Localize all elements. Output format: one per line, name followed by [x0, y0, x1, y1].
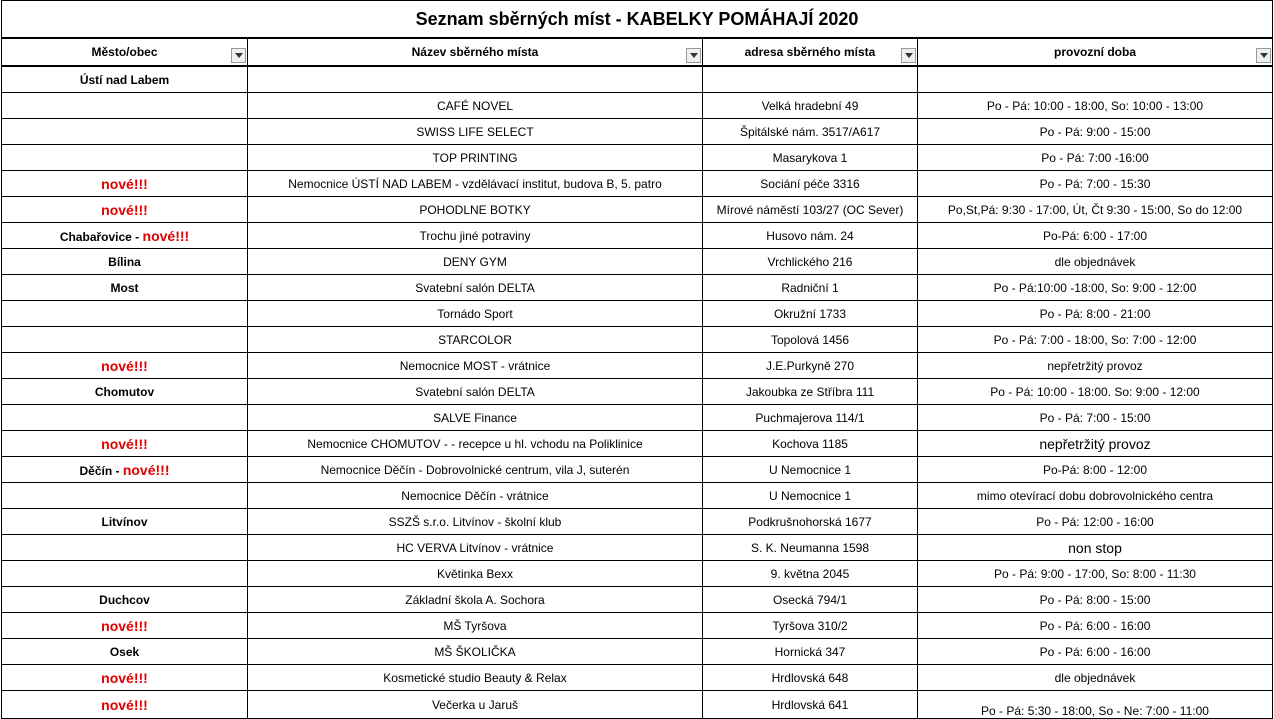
- new-badge: nové!!!: [122, 461, 170, 478]
- opening-hours-cell[interactable]: Po - Pá: 12:00 - 16:00: [918, 509, 1273, 535]
- opening-hours-cell[interactable]: Po - Pá: 9:00 - 17:00, So: 8:00 - 11:30: [918, 561, 1273, 587]
- city-name: Chomutov: [94, 384, 155, 399]
- table-row: [2, 145, 1273, 171]
- table-row: [2, 405, 1273, 431]
- city-name: Ústí nad Labem: [79, 72, 170, 87]
- city-cell[interactable]: [2, 119, 248, 145]
- address-cell[interactable]: S. K. Neumanna 1598: [703, 535, 918, 561]
- new-badge: nové!!!: [101, 357, 148, 374]
- collection-points-table: [1, 0, 1273, 719]
- table-row: [2, 613, 1273, 639]
- place-name-cell[interactable]: Trochu jiné potraviny: [248, 223, 703, 249]
- city-cell[interactable]: [2, 535, 248, 561]
- table-row: [2, 223, 1273, 249]
- table-row: [2, 509, 1273, 535]
- city-cell[interactable]: [2, 145, 248, 171]
- city-cell[interactable]: [2, 197, 248, 223]
- address-cell[interactable]: Topolová 1456: [703, 327, 918, 353]
- new-badge: nové!!!: [101, 435, 148, 452]
- opening-hours-cell[interactable]: Po - Pá: 7:00 - 15:30: [918, 171, 1273, 197]
- table-row: [2, 93, 1273, 119]
- table-row: [2, 535, 1273, 561]
- city-name: Osek: [109, 644, 140, 659]
- address-cell[interactable]: Hrdlovská 648: [703, 665, 918, 691]
- address-cell[interactable]: Hornická 347: [703, 639, 918, 665]
- place-name-cell[interactable]: Nemocnice ÚSTÍ NAD LABEM - vzdělávací institut, budova B, 5. patro: [248, 171, 703, 197]
- place-name-cell[interactable]: Svatební salón DELTA: [248, 275, 703, 301]
- address-cell[interactable]: Hrdlovská 641: [703, 691, 918, 719]
- place-name-cell[interactable]: HC VERVA Litvínov - vrátnice: [248, 535, 703, 561]
- address-cell[interactable]: Špitálské nám. 3517/A617: [703, 119, 918, 145]
- table-row: [2, 275, 1273, 301]
- place-name-cell[interactable]: Květinka Bexx: [248, 561, 703, 587]
- address-cell[interactable]: Tyršova 310/2: [703, 613, 918, 639]
- city-cell[interactable]: [2, 457, 248, 483]
- address-cell[interactable]: Kochova 1185: [703, 431, 918, 457]
- opening-hours-cell[interactable]: Po - Pá:10:00 -18:00, So: 9:00 - 12:00: [918, 275, 1273, 301]
- table-row: [2, 561, 1273, 587]
- table-row: [2, 119, 1273, 145]
- city-cell[interactable]: [2, 301, 248, 327]
- opening-hours-cell[interactable]: Po - Pá: 7:00 - 15:00: [918, 405, 1273, 431]
- table-row: [2, 457, 1273, 483]
- place-name-cell[interactable]: MŠ ŠKOLIČKA: [248, 639, 703, 665]
- opening-hours-cell[interactable]: dle objednávek: [918, 249, 1273, 275]
- address-cell[interactable]: Jakoubka ze Stříbra 111: [703, 379, 918, 405]
- place-name-cell[interactable]: SWISS LIFE SELECT: [248, 119, 703, 145]
- filter-dropdown-icon[interactable]: [686, 48, 701, 63]
- address-cell[interactable]: U Nemocnice 1: [703, 483, 918, 509]
- city-cell[interactable]: [2, 587, 248, 613]
- table-row: [2, 301, 1273, 327]
- address-cell[interactable]: Velká hradební 49: [703, 93, 918, 119]
- opening-hours-cell[interactable]: dle objednávek: [918, 665, 1273, 691]
- address-cell[interactable]: Vrchlického 216: [703, 249, 918, 275]
- table-row: [2, 431, 1273, 457]
- city-name: Litvínov: [101, 514, 148, 529]
- table-row: [2, 249, 1273, 275]
- city-name: Most: [110, 280, 139, 295]
- opening-hours-cell[interactable]: nepřetržitý provoz: [918, 353, 1273, 379]
- new-badge: nové!!!: [142, 227, 190, 244]
- opening-hours-cell[interactable]: Po,St,Pá: 9:30 - 17:00, Út, Čt 9:30 - 15:00, So do 12:00: [918, 197, 1273, 223]
- table-row: [2, 353, 1273, 379]
- city-cell[interactable]: [2, 353, 248, 379]
- city-name: Duchcov: [99, 592, 150, 607]
- filter-dropdown-icon[interactable]: [901, 48, 916, 63]
- header-address-label: adresa sběrného místa: [744, 45, 876, 59]
- header-name: [248, 38, 703, 66]
- opening-hours-cell[interactable]: mimo otevírací dobu dobrovolnického centra: [918, 483, 1273, 509]
- opening-hours-cell[interactable]: Po - Pá: 9:00 - 15:00: [918, 119, 1273, 145]
- address-cell[interactable]: Sociání péče 3316: [703, 171, 918, 197]
- sheet-title: Seznam sběrných míst - KABELKY POMÁHAJÍ 2020: [2, 1, 1273, 39]
- opening-hours-cell[interactable]: Po - Pá: 7:00 -16:00: [918, 145, 1273, 171]
- header-city: [2, 38, 248, 66]
- city-cell[interactable]: [2, 613, 248, 639]
- header-name-label: Název sběrného místa: [411, 45, 539, 59]
- city-cell[interactable]: [2, 249, 248, 275]
- address-cell[interactable]: Osecká 794/1: [703, 587, 918, 613]
- header-hours-label: provozní doba: [1054, 45, 1136, 59]
- address-cell[interactable]: Podkrušnohorská 1677: [703, 509, 918, 535]
- filter-dropdown-icon[interactable]: [231, 48, 246, 63]
- header-address: [703, 38, 918, 66]
- place-name-cell[interactable]: CAFÉ NOVEL: [248, 93, 703, 119]
- place-name-cell[interactable]: Nemocnice Děčín - Dobrovolnické centrum, vila J, suterén: [248, 457, 703, 483]
- new-badge: nové!!!: [101, 669, 148, 686]
- place-name-cell[interactable]: Nemocnice Děčín - vrátnice: [248, 483, 703, 509]
- city-cell[interactable]: [2, 93, 248, 119]
- table-row: [2, 197, 1273, 223]
- place-name-cell[interactable]: [248, 66, 703, 93]
- header-row: [2, 38, 1273, 66]
- new-badge: nové!!!: [101, 696, 148, 713]
- place-name-cell[interactable]: Nemocnice CHOMUTOV - - recepce u hl. vchodu na Poliklinice: [248, 431, 703, 457]
- place-name-cell[interactable]: SALVE Finance: [248, 405, 703, 431]
- place-name-cell[interactable]: Večerka u Jaruš: [248, 691, 703, 719]
- address-cell[interactable]: Puchmajerova 114/1: [703, 405, 918, 431]
- table-row: [2, 691, 1273, 719]
- city-cell[interactable]: [2, 561, 248, 587]
- opening-hours-cell[interactable]: Po - Pá: 6:00 - 16:00: [918, 639, 1273, 665]
- city-cell[interactable]: [2, 509, 248, 535]
- opening-hours-cell[interactable]: Po - Pá: 8:00 - 15:00: [918, 587, 1273, 613]
- city-name: Chabařovice -: [59, 229, 143, 244]
- table-row: [2, 483, 1273, 509]
- opening-hours-cell[interactable]: non stop: [918, 535, 1273, 561]
- opening-hours-cell[interactable]: Po - Pá: 5:30 - 18:00, So - Ne: 7:00 - 11:00: [918, 691, 1273, 719]
- address-cell[interactable]: Radniční 1: [703, 275, 918, 301]
- city-cell[interactable]: [2, 405, 248, 431]
- new-badge: nové!!!: [101, 201, 148, 218]
- table-row: [2, 379, 1273, 405]
- address-cell[interactable]: Mírové náměstí 103/27 (OC Sever): [703, 197, 918, 223]
- header-hours: [918, 38, 1273, 66]
- city-cell[interactable]: [2, 327, 248, 353]
- address-cell[interactable]: [703, 66, 918, 93]
- address-cell[interactable]: J.E.Purkyně 270: [703, 353, 918, 379]
- opening-hours-cell[interactable]: Po - Pá: 10:00 - 18:00, So: 10:00 - 13:00: [918, 93, 1273, 119]
- city-cell[interactable]: [2, 275, 248, 301]
- place-name-cell[interactable]: SSZŠ s.r.o. Litvínov - školní klub: [248, 509, 703, 535]
- city-name: Děčín -: [79, 463, 123, 478]
- address-cell[interactable]: Husovo nám. 24: [703, 223, 918, 249]
- place-name-cell[interactable]: Tornádo Sport: [248, 301, 703, 327]
- city-cell[interactable]: [2, 431, 248, 457]
- opening-hours-cell[interactable]: [918, 66, 1273, 93]
- header-city-label: Město/obec: [91, 45, 158, 59]
- table-row: [2, 587, 1273, 613]
- place-name-cell[interactable]: MŠ Tyršova: [248, 613, 703, 639]
- place-name-cell[interactable]: TOP PRINTING: [248, 145, 703, 171]
- table-row: [2, 665, 1273, 691]
- place-name-cell[interactable]: STARCOLOR: [248, 327, 703, 353]
- opening-hours-cell[interactable]: Po - Pá: 8:00 - 21:00: [918, 301, 1273, 327]
- place-name-cell[interactable]: DENY GYM: [248, 249, 703, 275]
- place-name-cell[interactable]: Kosmetické studio Beauty & Relax: [248, 665, 703, 691]
- opening-hours-cell[interactable]: Po - Pá: 10:00 - 18:00. So: 9:00 - 12:00: [918, 379, 1273, 405]
- city-cell[interactable]: [2, 379, 248, 405]
- place-name-cell[interactable]: Svatební salón DELTA: [248, 379, 703, 405]
- opening-hours-cell[interactable]: Po - Pá: 7:00 - 18:00, So: 7:00 - 12:00: [918, 327, 1273, 353]
- address-cell[interactable]: Masarykova 1: [703, 145, 918, 171]
- city-cell[interactable]: [2, 483, 248, 509]
- city-name: Bílina: [108, 254, 141, 269]
- place-name-cell[interactable]: Základní škola A. Sochora: [248, 587, 703, 613]
- address-cell[interactable]: U Nemocnice 1: [703, 457, 918, 483]
- address-cell[interactable]: Okružní 1733: [703, 301, 918, 327]
- new-badge: nové!!!: [101, 617, 148, 634]
- city-cell[interactable]: [2, 223, 248, 249]
- table-row: [2, 171, 1273, 197]
- opening-hours-cell[interactable]: nepřetržitý provoz: [918, 431, 1273, 457]
- new-badge: nové!!!: [101, 175, 148, 192]
- city-cell[interactable]: [2, 665, 248, 691]
- opening-hours-cell[interactable]: Po-Pá: 8:00 - 12:00: [918, 457, 1273, 483]
- address-cell[interactable]: 9. května 2045: [703, 561, 918, 587]
- city-cell[interactable]: [2, 639, 248, 665]
- table-row: [2, 66, 1273, 93]
- place-name-cell[interactable]: Nemocnice MOST - vrátnice: [248, 353, 703, 379]
- city-cell[interactable]: [2, 171, 248, 197]
- table-row: [2, 639, 1273, 665]
- opening-hours-cell[interactable]: Po - Pá: 6:00 - 16:00: [918, 613, 1273, 639]
- title-row: [2, 1, 1273, 39]
- opening-hours-cell[interactable]: Po-Pá: 6:00 - 17:00: [918, 223, 1273, 249]
- city-cell[interactable]: [2, 66, 248, 93]
- table-row: [2, 327, 1273, 353]
- city-cell[interactable]: [2, 691, 248, 719]
- place-name-cell[interactable]: POHODLNE BOTKY: [248, 197, 703, 223]
- filter-dropdown-icon[interactable]: [1256, 48, 1271, 63]
